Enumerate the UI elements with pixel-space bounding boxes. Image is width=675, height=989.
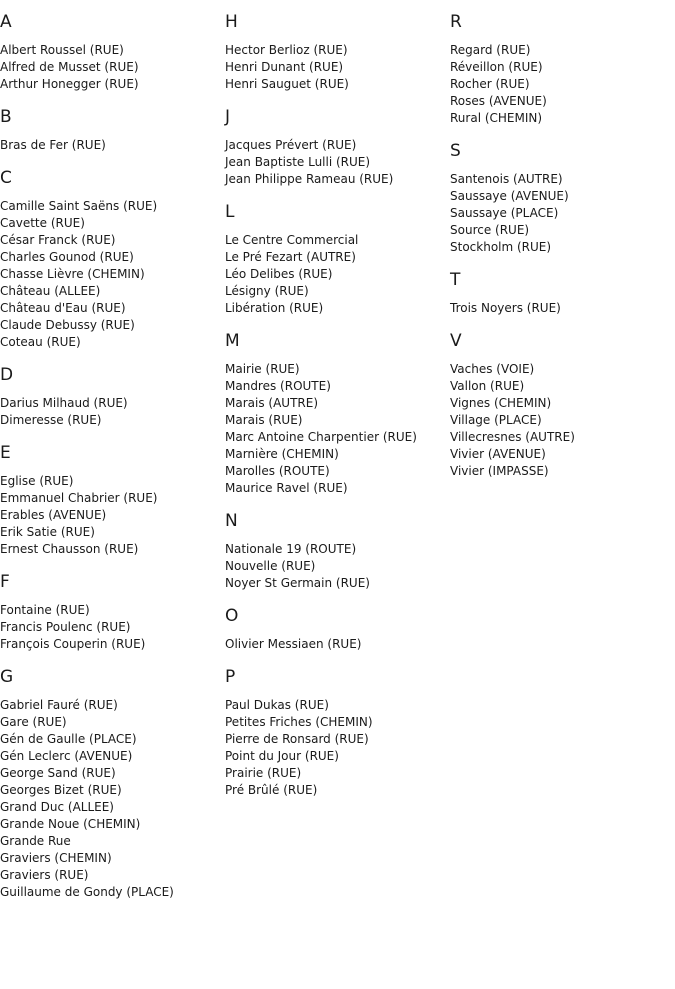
street-name: Ernest Chausson (RUE) xyxy=(0,542,139,556)
street-name: Trois Noyers (RUE) xyxy=(450,301,561,315)
street-name: Henri Dunant (RUE) xyxy=(225,60,344,74)
letter-section xyxy=(450,12,675,127)
letter-section xyxy=(225,511,450,592)
street-name: Emmanuel Chabrier (RUE) xyxy=(0,491,158,505)
street-name: Chasse Lièvre (CHEMIN) xyxy=(0,267,145,281)
street-name: Le Centre Commercial xyxy=(225,233,359,247)
street-name: Marnière (CHEMIN) xyxy=(225,447,339,461)
street-name: Marais (RUE) xyxy=(225,413,303,427)
section-letter-heading: V xyxy=(450,331,462,351)
street-name: Vivier (AVENUE) xyxy=(450,447,546,461)
street-name: Mandres (ROUTE) xyxy=(225,379,331,393)
street-name: Jacques Prévert (RUE) xyxy=(225,138,357,152)
section-letter-heading: A xyxy=(0,12,12,32)
street-name: Olivier Messiaen (RUE) xyxy=(225,637,362,651)
street-name: Guillaume de Gondy (PLACE) xyxy=(0,885,174,899)
street-name: Villecresnes (AUTRE) xyxy=(450,430,575,444)
street-column-1 xyxy=(0,0,225,901)
street-name: Albert Roussel (RUE) xyxy=(0,43,124,57)
letter-section xyxy=(0,443,225,558)
street-name: Roses (AVENUE) xyxy=(450,94,547,108)
street-name: Saussaye (PLACE) xyxy=(450,206,559,220)
letter-section xyxy=(0,572,225,653)
street-list xyxy=(0,697,225,901)
street-name: Saussaye (AVENUE) xyxy=(450,189,569,203)
section-letter-heading: M xyxy=(225,331,240,351)
street-name: Paul Dukas (RUE) xyxy=(225,698,329,712)
section-letter-heading: P xyxy=(225,667,236,687)
street-name: George Sand (RUE) xyxy=(0,766,116,780)
street-name: Noyer St Germain (RUE) xyxy=(225,576,370,590)
street-name: Nationale 19 (ROUTE) xyxy=(225,542,357,556)
street-list xyxy=(225,636,450,653)
street-name: Rocher (RUE) xyxy=(450,77,530,91)
street-name: Erik Satie (RUE) xyxy=(0,525,95,539)
section-letter-heading: N xyxy=(225,511,238,531)
street-name: Rural (CHEMIN) xyxy=(450,111,543,125)
street-name: Erables (AVENUE) xyxy=(0,508,107,522)
section-letter-heading: G xyxy=(0,667,14,687)
street-name: Stockholm (RUE) xyxy=(450,240,552,254)
street-column-2 xyxy=(225,0,450,799)
street-name: Dimeresse (RUE) xyxy=(0,413,102,427)
street-name: Francis Poulenc (RUE) xyxy=(0,620,131,634)
street-list xyxy=(450,171,675,256)
street-list xyxy=(0,42,225,93)
street-list xyxy=(450,361,675,480)
section-letter-heading: E xyxy=(0,443,11,463)
street-name: Château d'Eau (RUE) xyxy=(0,301,126,315)
street-name: Village (PLACE) xyxy=(450,413,542,427)
street-name: Henri Sauguet (RUE) xyxy=(225,77,349,91)
street-name: Petites Friches (CHEMIN) xyxy=(225,715,373,729)
street-list xyxy=(450,300,675,317)
section-letter-heading: L xyxy=(225,202,235,222)
street-name: Eglise (RUE) xyxy=(0,474,74,488)
street-name: Vaches (VOIE) xyxy=(450,362,535,376)
street-name: Pré Brûlé (RUE) xyxy=(225,783,318,797)
street-name: Grand Duc (ALLEE) xyxy=(0,800,114,814)
street-name: Vignes (CHEMIN) xyxy=(450,396,552,410)
street-list xyxy=(0,395,225,429)
letter-section xyxy=(0,168,225,351)
street-name: Vallon (RUE) xyxy=(450,379,525,393)
street-name: Léo Delibes (RUE) xyxy=(225,267,333,281)
street-list xyxy=(0,473,225,558)
street-name: Gabriel Fauré (RUE) xyxy=(0,698,118,712)
letter-section xyxy=(450,331,675,480)
street-name: Point du Jour (RUE) xyxy=(225,749,339,763)
section-letter-heading: D xyxy=(0,365,14,385)
street-name: Graviers (RUE) xyxy=(0,868,89,882)
letter-section xyxy=(0,365,225,429)
letter-section xyxy=(0,12,225,93)
street-name: Coteau (RUE) xyxy=(0,335,81,349)
street-list xyxy=(450,42,675,127)
letter-section xyxy=(225,202,450,317)
section-letter-heading: H xyxy=(225,12,238,32)
section-letter-heading: J xyxy=(225,107,231,127)
street-name: Lésigny (RUE) xyxy=(225,284,309,298)
letter-section xyxy=(450,141,675,256)
street-list xyxy=(225,42,450,93)
street-name: Gare (RUE) xyxy=(0,715,67,729)
street-name: Georges Bizet (RUE) xyxy=(0,783,122,797)
street-name: Prairie (RUE) xyxy=(225,766,302,780)
street-name: Graviers (CHEMIN) xyxy=(0,851,112,865)
letter-section xyxy=(225,606,450,653)
section-letter-heading: C xyxy=(0,168,12,188)
street-name: César Franck (RUE) xyxy=(0,233,116,247)
letter-section xyxy=(0,667,225,901)
section-letter-heading: F xyxy=(0,572,10,592)
street-name: Claude Debussy (RUE) xyxy=(0,318,135,332)
street-name: Gén Leclerc (AVENUE) xyxy=(0,749,133,763)
street-list xyxy=(225,697,450,799)
street-name: Santenois (AUTRE) xyxy=(450,172,563,186)
street-name: Bras de Fer (RUE) xyxy=(0,138,106,152)
street-list xyxy=(225,232,450,317)
street-list xyxy=(225,137,450,188)
letter-section xyxy=(225,107,450,188)
street-name: Hector Berlioz (RUE) xyxy=(225,43,348,57)
street-name: Le Pré Fezart (AUTRE) xyxy=(225,250,356,264)
street-list xyxy=(0,198,225,351)
street-name: Maurice Ravel (RUE) xyxy=(225,481,348,495)
street-name: Source (RUE) xyxy=(450,223,530,237)
letter-section xyxy=(450,270,675,317)
street-name: Mairie (RUE) xyxy=(225,362,300,376)
street-name: Alfred de Musset (RUE) xyxy=(0,60,139,74)
street-name: François Couperin (RUE) xyxy=(0,637,146,651)
letter-section xyxy=(225,12,450,93)
street-name: Château (ALLEE) xyxy=(0,284,101,298)
street-name: Camille Saint Saëns (RUE) xyxy=(0,199,158,213)
street-name: Marolles (ROUTE) xyxy=(225,464,330,478)
street-name: Fontaine (RUE) xyxy=(0,603,90,617)
street-name: Charles Gounod (RUE) xyxy=(0,250,134,264)
street-list xyxy=(0,602,225,653)
street-name: Darius Milhaud (RUE) xyxy=(0,396,128,410)
street-name: Nouvelle (RUE) xyxy=(225,559,316,573)
street-name: Arthur Honegger (RUE) xyxy=(0,77,139,91)
letter-section xyxy=(225,667,450,799)
street-list xyxy=(225,361,450,497)
street-name: Jean Philippe Rameau (RUE) xyxy=(225,172,394,186)
street-name: Grande Noue (CHEMIN) xyxy=(0,817,141,831)
letter-section xyxy=(0,107,225,154)
street-column-3 xyxy=(450,0,675,480)
street-name: Cavette (RUE) xyxy=(0,216,85,230)
section-letter-heading: O xyxy=(225,606,239,626)
street-list xyxy=(225,541,450,592)
street-name: Regard (RUE) xyxy=(450,43,531,57)
street-name: Pierre de Ronsard (RUE) xyxy=(225,732,369,746)
section-letter-heading: R xyxy=(450,12,462,32)
street-name: Vivier (IMPASSE) xyxy=(450,464,549,478)
letter-section xyxy=(225,331,450,497)
section-letter-heading: T xyxy=(450,270,461,290)
street-list xyxy=(0,137,225,154)
street-name: Jean Baptiste Lulli (RUE) xyxy=(225,155,371,169)
street-name: Marc Antoine Charpentier (RUE) xyxy=(225,430,417,444)
street-name: Libération (RUE) xyxy=(225,301,324,315)
street-name: Grande Rue xyxy=(0,834,71,848)
street-name: Gén de Gaulle (PLACE) xyxy=(0,732,137,746)
section-letter-heading: S xyxy=(450,141,461,161)
street-name: Réveillon (RUE) xyxy=(450,60,543,74)
section-letter-heading: B xyxy=(0,107,12,127)
street-name: Marais (AUTRE) xyxy=(225,396,318,410)
